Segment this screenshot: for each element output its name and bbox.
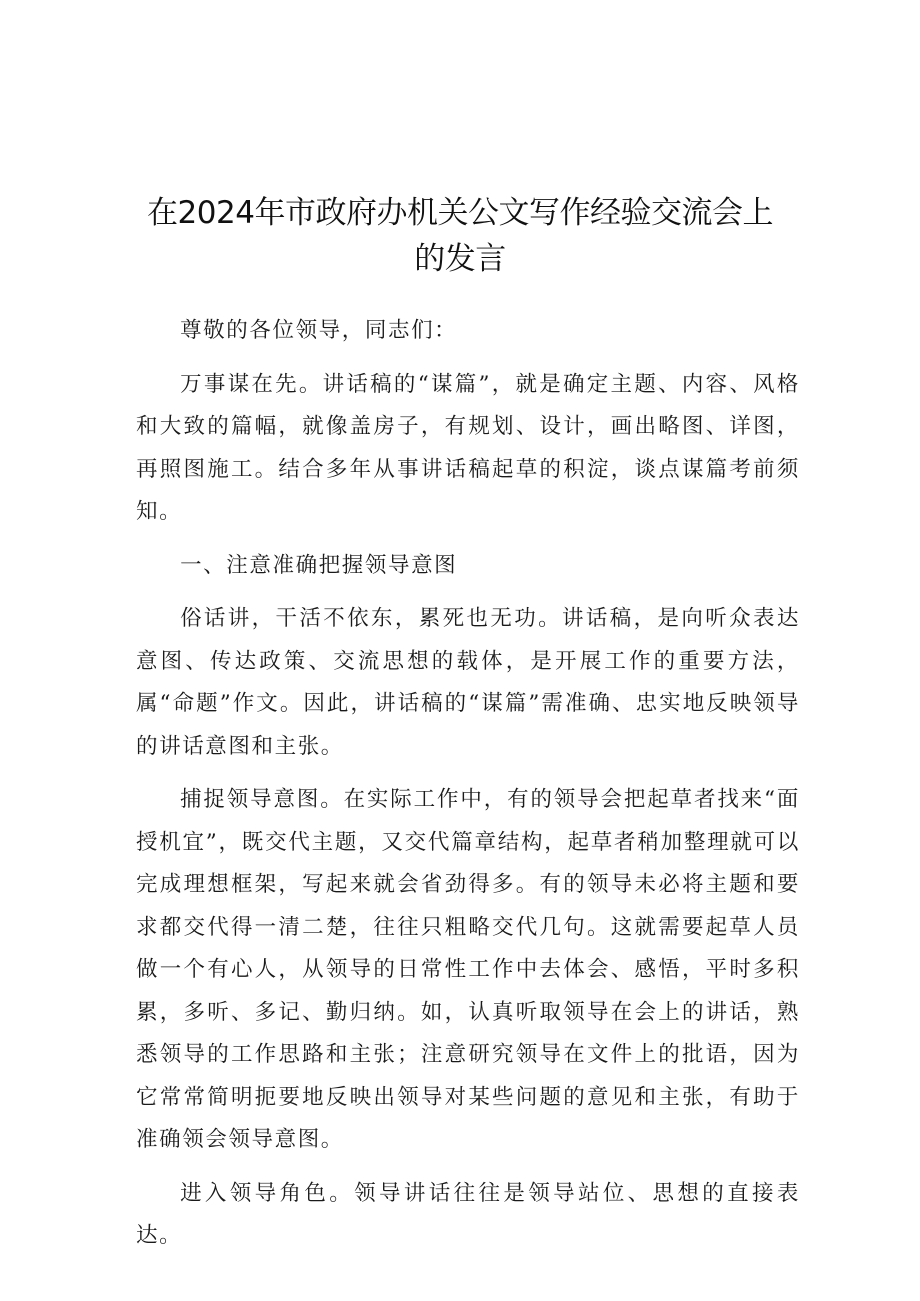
title-line-2: 的发言 bbox=[414, 241, 506, 277]
title-line-1: 在2024年市政府办机关公文写作经验交流会上 bbox=[147, 195, 773, 231]
paragraph-enter-role: 进入领导角色。领导讲话往往是领导站位、思想的直接表达。 bbox=[136, 1180, 800, 1248]
paragraph-intro: 万事谋在先。讲话稿的“谋篇”，就是确定主题、内容、风格和大致的篇幅，就像盖房子，有规划、设计，画出略图、详图，再照图施工。结合多年从事讲话稿起草的积淀，谈点谋篇考前须知。 bbox=[136, 371, 800, 524]
salutation: 尊敬的各位领导，同志们： bbox=[180, 318, 458, 343]
paragraph-section-1: 俗话讲，干活不依东，累死也无功。讲话稿，是向听众表达意图、传达政策、交流思想的载体，是开展工作的重要方法，属“命题”作文。因此，讲话稿的“谋篇”需准确、忠实地反映领导的讲话意图和主张。 bbox=[136, 606, 800, 759]
document-title bbox=[130, 190, 790, 282]
document-body bbox=[136, 310, 800, 1269]
section-heading-1: 一、注意准确把握领导意图 bbox=[180, 552, 458, 578]
paragraph-capture-intent: 捕捉领导意图。在实际工作中，有的领导会把起草者找来“面授机宜”，既交代主题，又交代篇章结构，起草者稍加整理就可以完成理想框架，写起来就会省劲得多。有的领导未必将主题和要求都交代得一清二楚，往往只粗略交代几句。这就需要起草人员做一个有心人，从领导的日常性工作中去体会、感悟，平时多积累，多听、多记、勤归纳。如，认真听取领导在会上的讲话，熟悉领导的工作思路和主张；注意研究领导在文件上的批语，因为它常常简明扼要地反映出领导对某些问题的意见和主张，有助于准确领会领导意图。 bbox=[136, 787, 800, 1152]
